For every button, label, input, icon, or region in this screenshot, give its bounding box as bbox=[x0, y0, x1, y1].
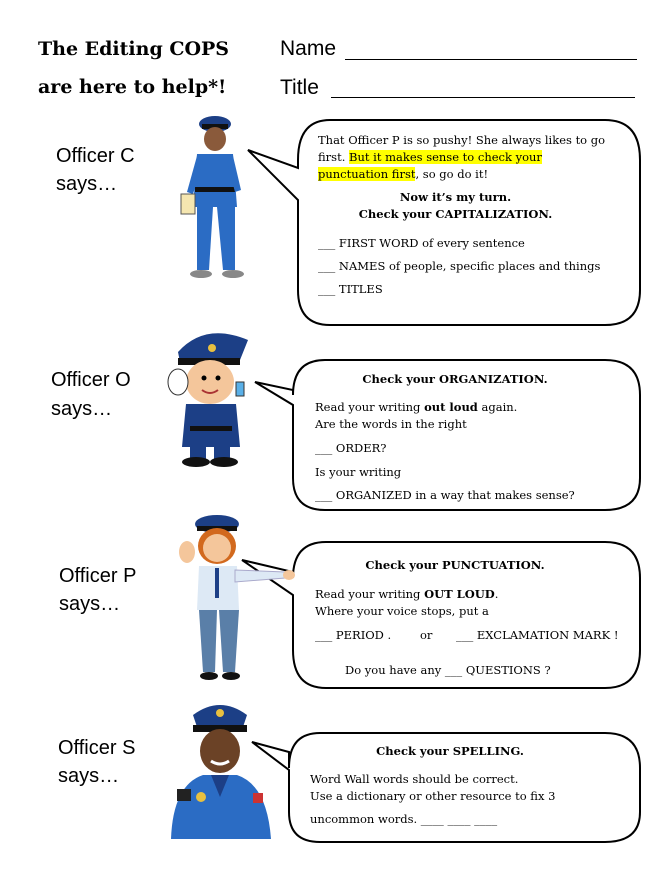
bubble-c-intro-first: first. bbox=[318, 150, 350, 164]
officer-o-label: Officer O bbox=[51, 369, 131, 391]
officer-p-says: says… bbox=[59, 593, 121, 615]
officer-s-label: Officer S bbox=[58, 737, 136, 759]
officer-o-figure-icon bbox=[160, 322, 260, 467]
bubble-p-period: ___ PERIOD . bbox=[315, 628, 392, 642]
bubble-c-highlight-1: But it makes sense to check your bbox=[349, 150, 542, 164]
bubble-p-line1-a: Read your writing bbox=[315, 587, 425, 601]
worksheet-title-line1: The Editing COPS bbox=[38, 38, 230, 60]
bubble-c-text bbox=[318, 132, 633, 298]
bubble-o-line1-a: Read your writing bbox=[315, 400, 425, 414]
bubble-o-line3: Is your writing bbox=[315, 465, 402, 479]
name-label: Name bbox=[280, 37, 337, 60]
bubble-p-line1 bbox=[315, 586, 635, 603]
bubble-c-item-3: ___ TITLES bbox=[318, 282, 383, 296]
officer-s-figure-icon bbox=[163, 697, 278, 842]
bubble-o-line2: Are the words in the right bbox=[315, 417, 467, 431]
officer-p-figure-icon bbox=[175, 512, 295, 682]
bubble-s-line2: Use a dictionary or other resource to fix 3 bbox=[310, 789, 556, 803]
officer-c-figure-icon bbox=[175, 112, 265, 282]
bubble-o-item-2: ___ ORGANIZED in a way that makes sense? bbox=[315, 488, 575, 502]
officer-o-says: says… bbox=[51, 398, 113, 420]
bubble-o-text bbox=[315, 371, 635, 504]
bubble-c-highlight-2: punctuation first bbox=[318, 167, 416, 181]
bubble-p-or: or bbox=[420, 628, 433, 642]
officer-p-label: Officer P bbox=[59, 565, 137, 587]
bubble-p-question: Do you have any ___ QUESTIONS ? bbox=[345, 663, 551, 677]
bubble-p-options bbox=[315, 627, 635, 644]
bubble-o-line1-c: again. bbox=[477, 400, 518, 414]
bubble-s-check: Check your SPELLING. bbox=[376, 744, 524, 758]
bubble-c-item-1: ___ FIRST WORD of every sentence bbox=[318, 236, 525, 250]
bubble-c-intro-line1: That Officer P is so pushy! She always likes to go bbox=[318, 133, 606, 147]
title-label: Title bbox=[280, 76, 319, 99]
bubble-c-turn: Now it’s my turn. bbox=[399, 190, 512, 204]
bubble-c-check: Check your CAPITALIZATION. bbox=[358, 207, 553, 221]
bubble-c-intro-end: , so go do it! bbox=[415, 167, 489, 181]
bubble-p-exclamation: ___ EXCLAMATION MARK ! bbox=[456, 628, 619, 642]
bubble-c-intro-line2 bbox=[318, 149, 633, 166]
officer-c-says: says… bbox=[56, 173, 118, 195]
officer-c-label: Officer C bbox=[56, 145, 135, 167]
bubble-o-item-1: ___ ORDER? bbox=[315, 441, 387, 455]
bubble-c-intro-line3 bbox=[318, 166, 633, 183]
bubble-p-check: Check your PUNCTUATION. bbox=[365, 558, 545, 572]
bubble-s-line1: Word Wall words should be correct. bbox=[310, 772, 519, 786]
bubble-o-line1-b: out loud bbox=[424, 400, 478, 414]
bubble-c-item-2: ___ NAMES of people, specific places and things bbox=[318, 259, 601, 273]
bubble-s-text bbox=[310, 743, 630, 828]
bubble-p-line2: Where your voice stops, put a bbox=[315, 604, 489, 618]
bubble-p-line1-b: OUT LOUD bbox=[424, 587, 495, 601]
worksheet-title-line2: are here to help*! bbox=[38, 76, 227, 98]
bubble-p-line1-c: . bbox=[494, 587, 499, 601]
bubble-p-text bbox=[315, 557, 635, 679]
bubble-o-line1 bbox=[315, 399, 635, 416]
bubble-o-check: Check your ORGANIZATION. bbox=[362, 372, 548, 386]
officer-s-says: says… bbox=[58, 765, 120, 787]
bubble-s-line3: uncommon words. ____ ____ ____ bbox=[310, 812, 498, 826]
